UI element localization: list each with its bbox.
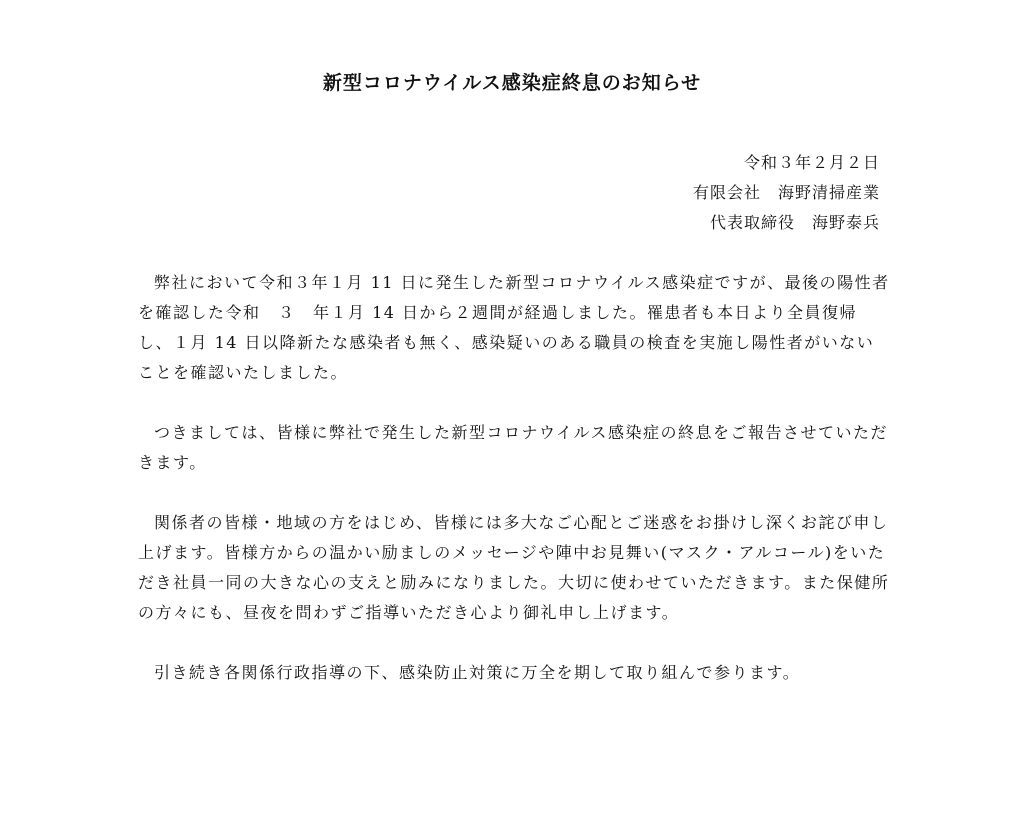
issuer-block <box>693 148 880 238</box>
paragraph-3: 関係者の皆様・地域の方をはじめ、皆様には多大なご心配とご迷惑をお掛けし深くお詫び申し上げます。皆様方からの温かい励ましのメッセージや陣中お見舞い(マスク・アルコール)をいただき社員一同の大きな心の支えと励みになりました。大切に使わせていただきます。また保健所の方々にも、昼夜を問わずご指導いただき心より御礼申し上げます。 <box>138 513 890 622</box>
page-title: 新型コロナウイルス感染症終息のお知らせ <box>322 72 702 94</box>
notice-body <box>138 268 890 688</box>
representative-name: 代表取締役 海野泰兵 <box>709 213 880 232</box>
company-name: 有限会社 海野清掃産業 <box>692 183 880 202</box>
paragraph-2: つきましては、皆様に弊社で発生した新型コロナウイルス感染症の終息をご報告させていただきます。 <box>138 423 889 472</box>
paragraph-4: 引き続き各関係行政指導の下、感染防止対策に万全を期して取り組んで参ります。 <box>154 663 801 682</box>
paragraph-1: 弊社において令和３年１月 11 日に発生した新型コロナウイルス感染症ですが、最後の陽性者を確認した令和 ３ 年１月 14 日から２週間が経過しました。罹患者も本日より全員復帰し、１月 14 日以降新たな感染者も無く、感染疑いのある職員の検査を実施し陽性者がいないことを確認いたしました。 <box>138 273 890 382</box>
issue-date: 令和３年２月２日 <box>743 153 880 172</box>
